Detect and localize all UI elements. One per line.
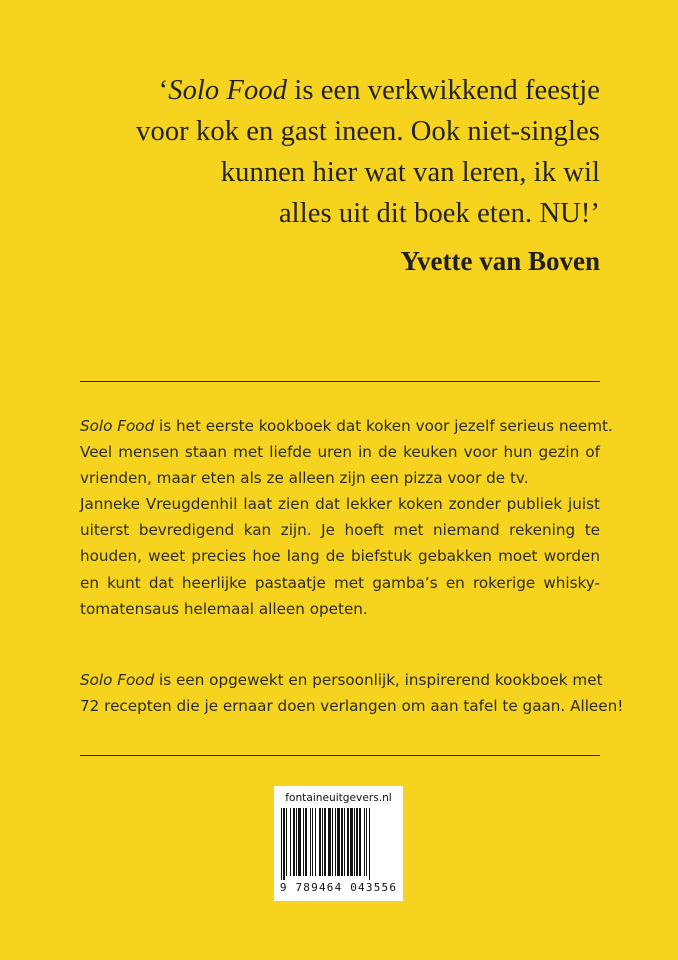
paragraph-line: houden, weet precies hoe lang de biefstuk gebakken moet worden [80, 547, 600, 566]
paragraph-line: 72 recepten die je ernaar doen verlangen om aan tafel te gaan. Alleen! [80, 697, 624, 716]
quote-author: Yvette van Boven [400, 246, 600, 276]
paragraph-line: vrienden, maar eten als ze alleen zijn een pizza voor de tv. [80, 469, 529, 488]
book-title-italic: Solo Food [80, 417, 155, 435]
quote-line-4: alles uit dit boek eten. NU!’ [278, 198, 600, 229]
divider-bottom [80, 755, 600, 756]
isbn-number: 9 789464 043556 [279, 881, 398, 894]
quote-line-3: kunnen hier wat van leren, ik wil [220, 157, 600, 188]
paragraph-line [80, 667, 603, 693]
isbn-barcode-box [274, 786, 403, 901]
divider-top [80, 381, 600, 382]
barcode-icon [280, 808, 397, 880]
description-paragraph-2 [80, 667, 624, 719]
paragraph-line-rest: is een opgewekt en persoonlijk, inspirerend kookboek met [154, 671, 603, 689]
quote-book-title: Solo Food [168, 75, 288, 106]
book-title-italic: Solo Food [80, 671, 155, 689]
quote-line-1 [100, 70, 600, 111]
description-paragraph-1 [80, 413, 613, 622]
paragraph-line: tomatensaus helemaal alleen opeten. [80, 599, 368, 618]
paragraph-line: uiterst bevredigend kan zijn. Je hoeft met niemand rekening te [80, 521, 600, 540]
paragraph-line [80, 413, 613, 439]
paragraph-line: en kunt dat heerlijke pastaatje met gamba’s en rokerige whisky- [80, 573, 600, 592]
publisher-url: fontaineuitgevers.nl [285, 792, 392, 804]
paragraph-line: Janneke Vreugdenhil laat zien dat lekker koken zonder publiek juist [80, 495, 600, 514]
paragraph-line-rest: is het eerste kookboek dat koken voor jezelf serieus neemt. [154, 417, 613, 435]
blurb-quote [100, 70, 600, 234]
quote-line-1-rest: is een verkwikkend feestje [287, 75, 600, 106]
quote-open-mark: ‘ [158, 75, 169, 106]
quote-line-2: voor kok en gast ineen. Ook niet-singles [136, 116, 600, 147]
paragraph-line: Veel mensen staan met liefde uren in de keuken voor hun gezin of [80, 443, 600, 462]
